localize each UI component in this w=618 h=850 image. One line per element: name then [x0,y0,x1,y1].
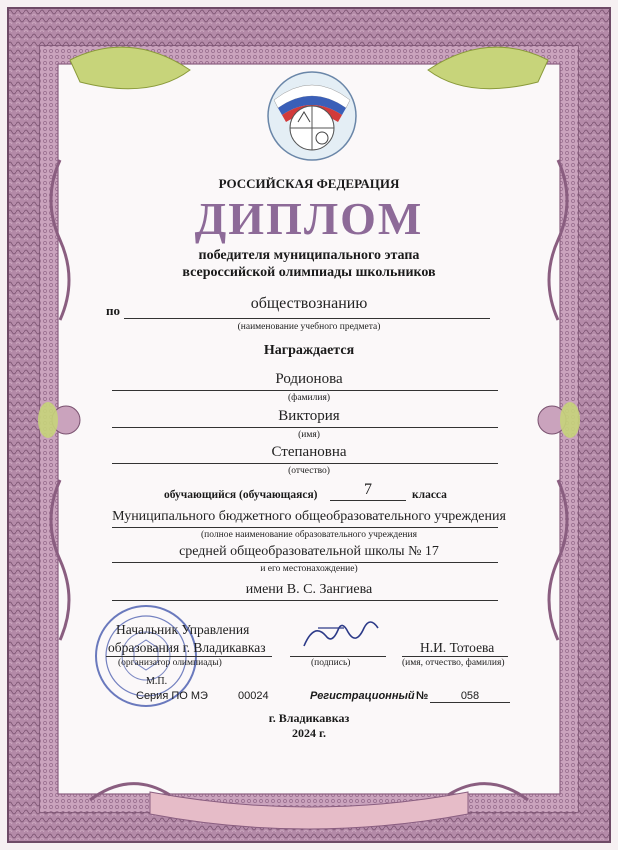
name-underline [112,427,498,428]
position-underline [106,656,272,657]
reg-underline [430,702,510,703]
school-underline-2 [112,562,498,563]
signer-name: Н.И. Тотоева [420,640,495,655]
mp-label: М.П. [146,676,168,687]
surname-caption: (фамилия) [288,393,330,403]
position-line-2: образования г. Владикавказ [108,640,266,655]
position-line-1: Начальник Управления [116,622,250,637]
patronymic-value: Степановна [271,444,347,460]
sign-underline [290,656,386,657]
reg-label: Регистрационный [310,690,415,702]
subtitle-line-1: победителя муниципального этапа [198,248,420,263]
position-caption: (организатор олимпиады) [118,658,222,668]
grade-prefix: обучающийся (обучающаяся) [164,489,318,501]
surname-value: Родионова [275,371,343,387]
school-underline-1 [112,527,498,528]
school-line-1: Муниципального бюджетного общеобразовательного учреждения [112,509,506,524]
year: 2024 г. [291,726,327,740]
grade-suffix: класса [412,489,447,501]
series-number: 00024 [238,690,269,702]
name-caption: (имя) [298,430,320,440]
grade-underline [330,500,406,501]
city: г. Владикавказ [268,711,350,725]
reg-no-label: № [416,690,429,702]
grade-value: 7 [364,481,372,498]
signer-underline [402,656,508,657]
name-value: Виктория [278,408,340,424]
patronymic-underline [112,463,498,464]
subtitle-line-2: всероссийской олимпиады школьников [182,265,436,280]
diploma-title: ДИПЛОМ [194,193,424,244]
school-line-3: имени В. С. Зангиева [245,582,373,597]
signer-caption: (имя, отчество, фамилия) [402,658,505,668]
series-label: Серия ПО МЭ [136,690,208,702]
subject-prefix: по [106,303,120,318]
subject-caption: (наименование учебного предмета) [237,322,381,332]
subject-underline [124,318,490,319]
school-caption-2: и его местонахождение) [260,564,358,574]
awarded-label: Награждается [263,343,355,358]
olympiad-logo [266,70,358,162]
patronymic-caption: (отчество) [288,466,330,476]
handwritten-signature [298,618,390,658]
sign-caption: (подпись) [311,658,351,668]
school-caption-1: (полное наименование образовательного учреждения [201,530,417,540]
school-line-2: средней общеобразовательной школы № 17 [179,544,439,559]
country-name: РОССИЙСКАЯ ФЕДЕРАЦИЯ [218,176,400,191]
surname-underline [112,390,498,391]
reg-value: 058 [460,690,480,702]
school-underline-3 [112,600,498,601]
subject-value: обществознанию [250,295,368,312]
